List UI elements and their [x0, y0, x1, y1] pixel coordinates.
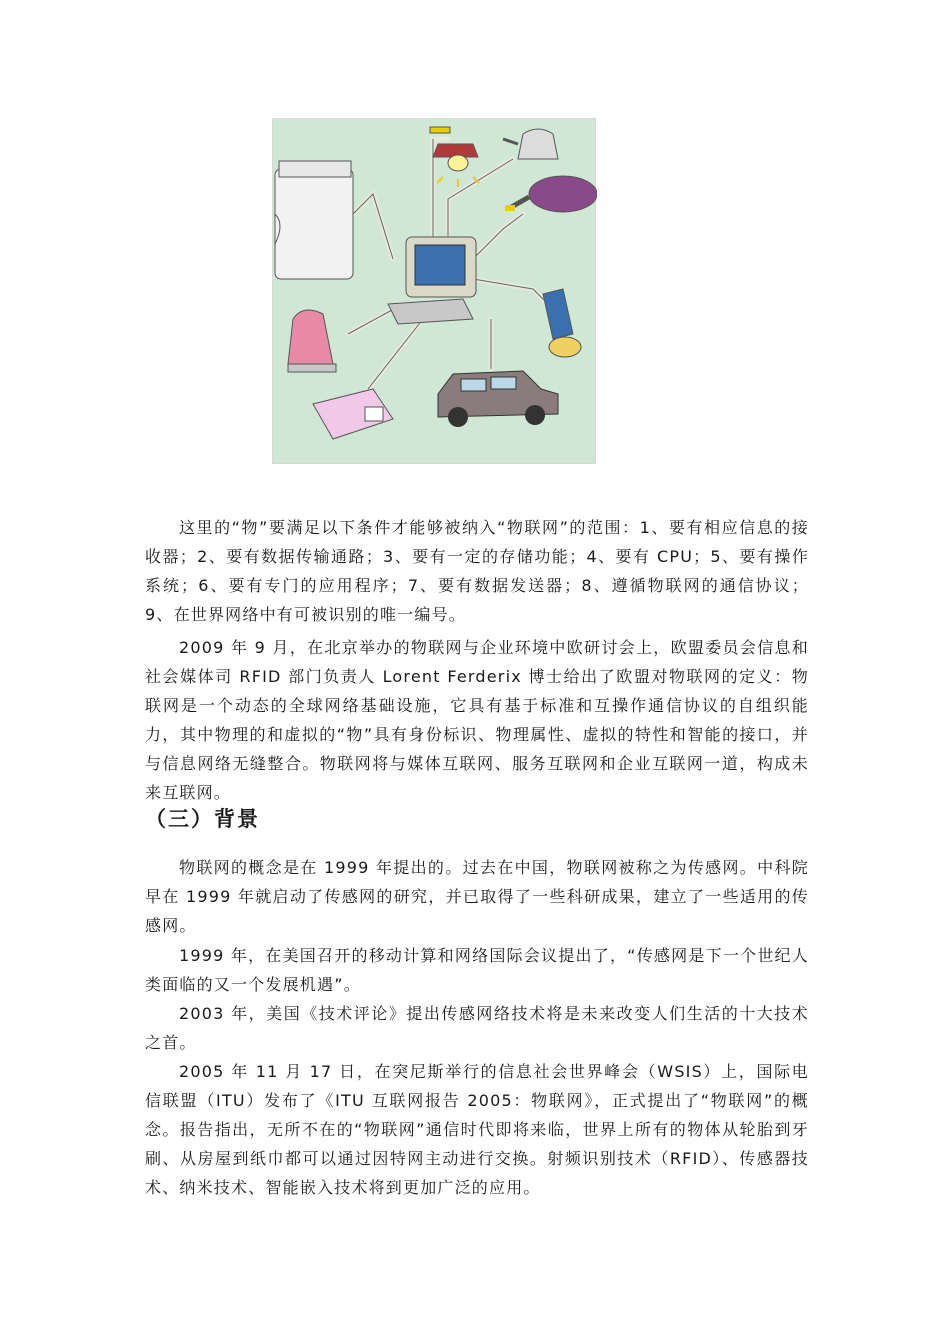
section-heading-background: （三）背景 — [145, 806, 260, 831]
paragraph-concept-1999: 物联网的概念是在 1999 年提出的。过去在中国，物联网被称之为传感网。中科院早在 1999 年就启动了传感网的研究，并已取得了一些科研成果，建立了一些适用的传感网。 — [145, 858, 809, 935]
iot-connected-devices-icon — [273, 119, 597, 465]
paragraph-1999-conference: 1999 年，在美国召开的移动计算和网络国际会议提出了，“传感网是下一个世纪人类面临的又一个发展机遇”。 — [145, 946, 809, 994]
paragraph-conditions: 这里的“物”要满足以下条件才能够被纳入“物联网”的范围：1、要有相应信息的接收器；2、要有数据传输通路；3、要有一定的存储功能；4、要有 CPU；5、要有操作系统；6、要有专门的应用程序；7、要有数据发送器；8、遵循物联网的通信协议；9、在世界网络中有可被识别的唯一编号。 — [145, 518, 809, 624]
paragraph-eu-definition: 2009 年 9 月，在北京举办的物联网与企业环境中欧研讨会上，欧盟委员会信息和社会媒体司 RFID 部门负责人 Lorent Ferderix 博士给出了欧盟对物联网的定义：物联网是一个动态的全球网络基础设施，它具有基于标准和互操作通信协议的自组织能力，其中物理的和虚拟的“物”具有身份标识、物理属性、虚拟的特性和智能的接口，并与信息网络无缝整合。物联网将与媒体互联网、服务互联网和企业互联网一道，构成未来互联网。 — [145, 638, 809, 802]
paragraph-2005-itu-report: 2005 年 11 月 17 日，在突尼斯举行的信息社会世界峰会（WSIS）上，国际电信联盟（ITU）发布了《ITU 互联网报告 2005：物联网》，正式提出了“物联网”的概念。报告指出，无所不在的“物联网”通信时代即将来临，世界上所有的物体从轮胎到牙刷、从房屋到纸巾都可以通过因特网主动进行交换。射频识别技术（RFID）、传感器技术、纳米技术、智能嵌入技术将到更加广泛的应用。 — [145, 1062, 809, 1197]
paragraph-2003-tech-review: 2003 年，美国《技术评论》提出传感网络技术将是未来改变人们生活的十大技术之首。 — [145, 1004, 809, 1052]
iot-illustration — [272, 118, 596, 464]
